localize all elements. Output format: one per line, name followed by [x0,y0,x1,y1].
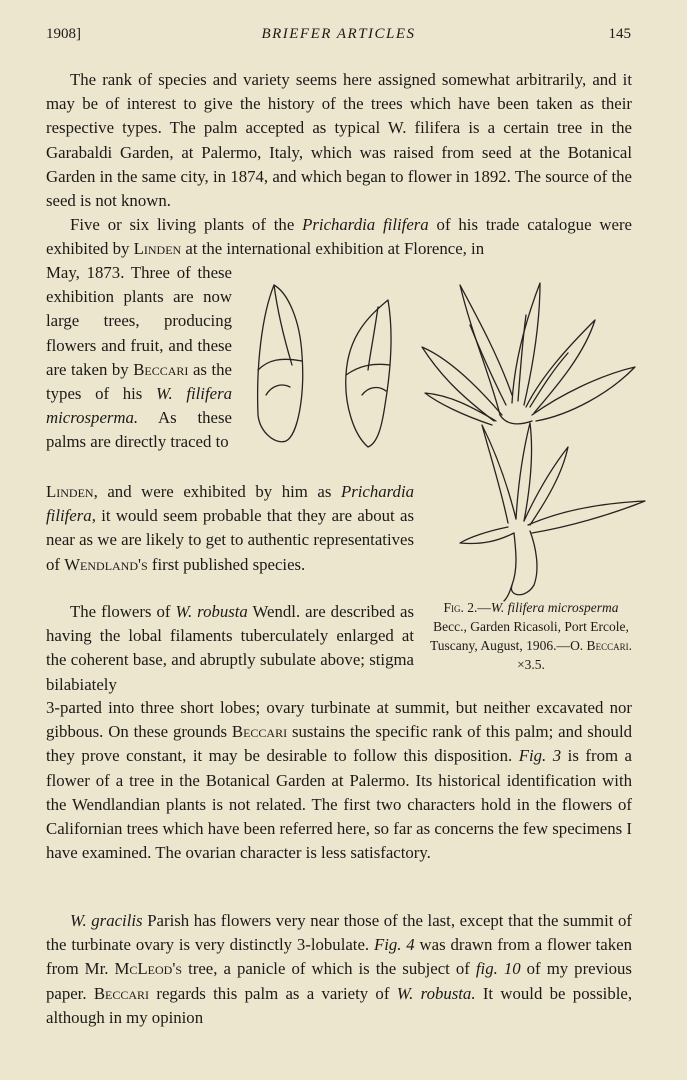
text-run-italic: Prichardia filifera [302,215,429,234]
text-run: of my previous paper. [46,959,632,1003]
text-run: Five or six living plants of the [70,215,303,234]
running-header [46,26,631,48]
caption-species: W. filifera microsperma [490,600,619,615]
text-run: 3-parted into three short lobes; ovary turbinate at summit, but neither excavated nor gibbous. On these grounds [46,698,632,742]
author-name: Beccari [231,722,288,742]
header-year: 1908] [46,26,81,42]
text-run: first published species. [147,554,306,574]
text-run: is from a flower of a tree in the Botanical Garden at Palermo. Its historical identification with the Wendlandian plants is not related. The first two characters hold in the flowers of Californian trees which have been referred here, so far as concerns the few specimens I have examined. The ovarian character is less satisfactory. [46,746,633,863]
text-run: It would be possible, although in my opinion [46,983,633,1027]
figure-caption [428,598,634,674]
paragraph-4 [46,909,632,1030]
paragraph-2 [46,213,632,261]
paragraph-3-continued [46,696,632,865]
text-run-italic: W. gracilis [70,911,143,930]
figure-reference: Fig. 4 [373,935,415,955]
author-name: Beccari [93,983,150,1003]
text-run: The flowers of [70,602,176,621]
paragraph-1: The rank of species and variety seems here assigned somewhat arbitrarily, and it may be of interest to give the history of the trees which have been taken as their respective types. The palm accepted as typical W. filifera is a certain tree in the Garabaldi Garden, at Palermo, Italy, which was raised from seed at the Botanical Garden in the same city, in 1874, and which began to flower in 1892. The source of the seed is not known. [46,70,632,211]
text-run: regards this palm as a variety of [149,983,397,1003]
text-run: at the international exhibition at Florence, in [181,239,485,259]
text-run: As these palms are directly traced to [46,408,232,452]
caption-dash: — [477,600,491,615]
caption-label: Fig. 2. [443,600,478,615]
paragraph-2-narrow [46,261,232,455]
bud-right [346,300,391,447]
paragraph-3-start [46,600,414,697]
text-run: Parish has flowers very near those of the last, except that the summit of the turbinate ovary is very distinctly 3-lobulate. [46,911,633,955]
text-run: of his trade catalogue were exhibited by [46,215,632,259]
caption-scale: ×3.5. [517,657,545,672]
figure-reference: Fig. 3 [518,746,562,766]
header-title: BRIEFER ARTICLES [261,26,416,42]
open-flower-bottom [460,423,645,601]
author-name: Linden [46,482,94,501]
text-run: , and were exhibited by him as [93,482,341,501]
text-run: tree, a panicle of which is the subject of [182,959,476,979]
text-run-italic: Prichardia filifera [46,482,414,526]
text-run: sustains the specific rank of this palm; and should they prove constant, it may be desirable to follow this disposition. [46,722,632,766]
text-run: Wendl. are described as having the lobal filaments tuberculately enlarged at the coherent base, and abruptly subulate above; stigma bilabiately [46,602,414,694]
bud-left [258,285,303,442]
author-name: Wendland's [64,554,148,574]
caption-author: O. Beccari. [570,638,632,653]
text-run-italic: W. filifera microsperma. [46,384,233,428]
figure-2-illustration [250,275,650,605]
text-run-italic: W. robusta. [396,983,476,1003]
page-number: 145 [608,26,631,42]
text-run-italic: W. robusta [175,602,248,621]
text-run: as the types of his [46,359,232,404]
author-name: McLeod's [114,959,183,979]
author-name: Linden [133,239,182,259]
caption-text: Becc., Garden Ricasoli, Port Ercole, Tuscany, August, 1906.— [430,619,629,653]
text-run: May, 1873. Three of these exhibition plants are now large trees, producing flowers and fruit, and these are taken by [46,263,232,379]
open-flower-top [422,283,635,425]
figure-reference: fig. 10 [475,959,521,979]
text-run: was drawn from a flower taken from Mr. [46,935,632,979]
author-name: Beccari [133,359,189,379]
text-run: , it would seem probable that they are about as near as we are likely to get to authentic representatives of [46,506,414,574]
